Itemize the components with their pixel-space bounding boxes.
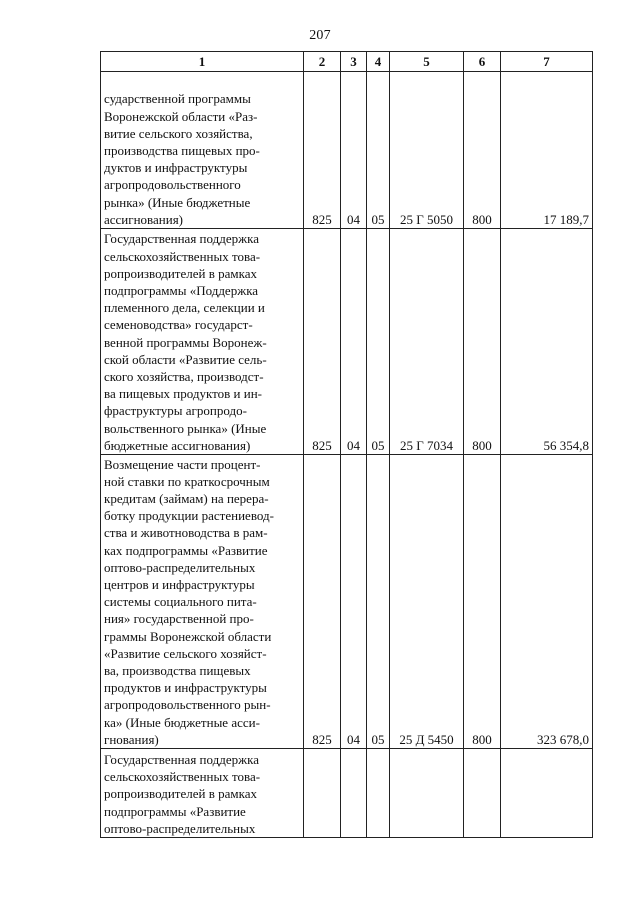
- row-description: сударственной программы Воронежской области «Раз- витие сельского хозяйства, производства пищевых про- дуктов и инфраструктуры агропродовольственного рынка» (Иные бюджетные ассигнования): [101, 72, 304, 229]
- column-header-7: 7: [501, 52, 593, 72]
- table-row: [101, 749, 593, 838]
- row-subsection-code: 05: [367, 455, 390, 749]
- row-amount: 323 678,0: [501, 455, 593, 749]
- row-subsection-code: [367, 749, 390, 838]
- row-expense-type: [464, 749, 501, 838]
- row-target-article: 25 Г 5050: [390, 72, 464, 229]
- header-row: [101, 52, 593, 72]
- row-expense-type: 800: [464, 455, 501, 749]
- row-target-article: 25 Д 5450: [390, 455, 464, 749]
- row-amount: 17 189,7: [501, 72, 593, 229]
- row-description: Возмещение части процент- ной ставки по краткосрочным кредитам (займам) на перера- ботку продукции растениевод- ства и животноводства в рам- ках подпрограммы «Развитие оптово-распределительных центров и инфраструктуры системы социального пита- ния» государственной про- граммы Воронежской области «Развитие сельского хозяйст- ва, производства пищевых продуктов и инфраструктуры агропродовольственного рын- ка» (Иные бюджетные асси- гнования): [101, 455, 304, 749]
- table-row: [101, 72, 593, 229]
- column-header-4: 4: [367, 52, 390, 72]
- page-number: 207: [309, 28, 331, 43]
- row-ministry-code: [304, 749, 341, 838]
- row-section-code: 04: [341, 229, 367, 455]
- row-expense-type: 800: [464, 72, 501, 229]
- row-section-code: 04: [341, 455, 367, 749]
- row-ministry-code: 825: [304, 229, 341, 455]
- budget-table: [100, 51, 593, 838]
- row-amount: 56 354,8: [501, 229, 593, 455]
- row-section-code: [341, 749, 367, 838]
- row-subsection-code: 05: [367, 229, 390, 455]
- row-expense-type: 800: [464, 229, 501, 455]
- column-header-6: 6: [464, 52, 501, 72]
- column-header-1: 1: [101, 52, 304, 72]
- row-ministry-code: 825: [304, 455, 341, 749]
- row-section-code: 04: [341, 72, 367, 229]
- row-description: Государственная поддержка сельскохозяйственных това- ропроизводителей в рамках подпрограммы «Развитие оптово-распределительных: [101, 749, 304, 838]
- table-row: [101, 229, 593, 455]
- row-ministry-code: 825: [304, 72, 341, 229]
- row-subsection-code: 05: [367, 72, 390, 229]
- column-header-3: 3: [341, 52, 367, 72]
- row-target-article: 25 Г 7034: [390, 229, 464, 455]
- column-header-5: 5: [390, 52, 464, 72]
- table-row: [101, 455, 593, 749]
- column-header-2: 2: [304, 52, 341, 72]
- row-description: Государственная поддержка сельскохозяйственных това- ропроизводителей в рамках подпрограммы «Поддержка племенного дела, селекции и семеноводства» государст- венной программы Воронеж- ской области «Развитие сель- ского хозяйства, производст- ва пищевых продуктов и ин- фраструктуры агропродо- вольственного рынка» (Иные бюджетные ассигнования): [101, 229, 304, 455]
- row-amount: [501, 749, 593, 838]
- row-target-article: [390, 749, 464, 838]
